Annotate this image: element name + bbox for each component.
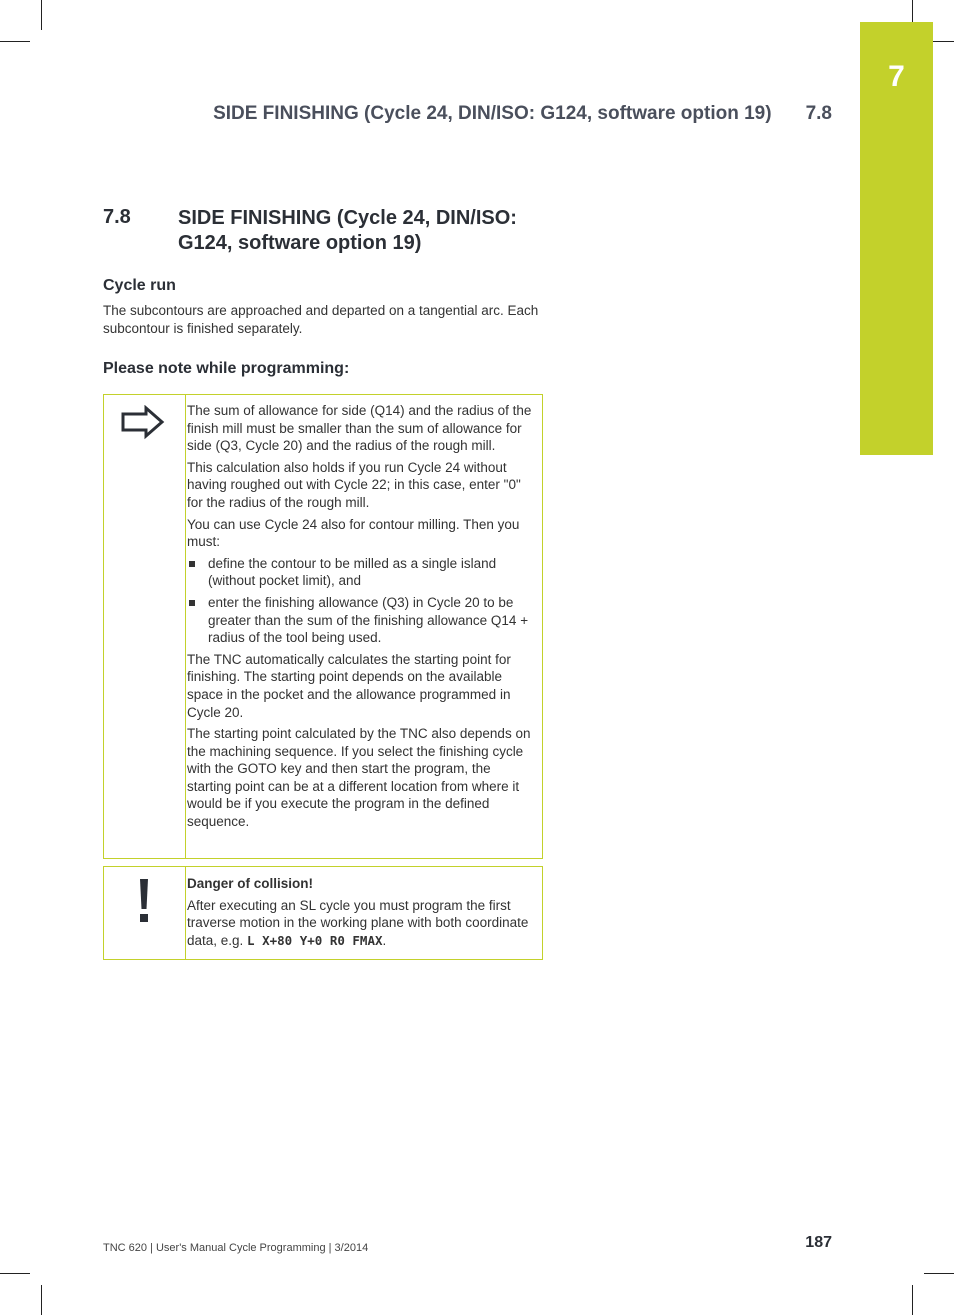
exclamation-icon xyxy=(134,877,154,925)
list-item-text: define the contour to be milled as a single island (without pocket limit), and xyxy=(208,555,497,589)
section-title: SIDE FINISHING (Cycle 24, DIN/ISO: G124, software option 19) xyxy=(178,207,517,254)
running-header-title: SIDE FINISHING (Cycle 24, DIN/ISO: G124, software option 19) xyxy=(213,103,772,124)
danger-text-after: . xyxy=(382,932,387,948)
note-paragraph: You can use Cycle 24 also for contour milling. Then you must: xyxy=(187,516,520,550)
crop-mark xyxy=(41,1285,42,1315)
section-number: 7.8 xyxy=(103,206,131,228)
note-bullet-list xyxy=(187,555,537,647)
danger-text-before: After executing an SL cycle you must program the first traverse motion in the working plane with both coordinate data, e.g. xyxy=(187,897,529,948)
danger-note-box xyxy=(103,866,543,960)
list-item xyxy=(187,555,537,590)
running-header-section: 7.8 xyxy=(805,103,832,124)
bullet-icon xyxy=(189,561,195,567)
nc-code: L X+80 Y+0 R0 FMAX xyxy=(247,932,383,948)
note-paragraph: The TNC automatically calculates the starting point for finishing. The starting point depends on the available space in the pocket and the allowance programmed in Cycle 20. xyxy=(187,651,511,720)
crop-mark xyxy=(924,1273,954,1274)
note-paragraph: This calculation also holds if you run Cycle 24 without having roughed out with Cycle 22; in this case, enter "0" for the radius of the rough mill. xyxy=(187,459,521,510)
list-item xyxy=(187,594,537,647)
chapter-tab xyxy=(860,22,933,455)
danger-text xyxy=(187,897,537,950)
chapter-number: 7 xyxy=(888,60,905,93)
programming-note-box xyxy=(103,394,543,859)
note-divider xyxy=(185,867,186,959)
crop-mark xyxy=(41,0,42,30)
running-header xyxy=(0,103,832,125)
bullet-icon xyxy=(189,600,195,606)
note-paragraph: The sum of allowance for side (Q14) and the radius of the finish mill must be smaller than the sum of allowance for side (Q3, Cycle 20) and the radius of the rough mill. xyxy=(187,403,532,454)
crop-mark xyxy=(0,1273,30,1274)
footer-text: TNC 620 | User's Manual Cycle Programming | 3/2014 xyxy=(103,1242,369,1254)
list-item-text: enter the finishing allowance (Q3) in Cycle 20 to be greater than the sum of the finishing allowance Q14 + radius of the tool being used. xyxy=(208,594,529,646)
cycle-run-heading: Cycle run xyxy=(103,277,176,294)
programming-note-heading: Please note while programming: xyxy=(103,360,350,377)
programming-note-content xyxy=(187,402,537,835)
note-divider xyxy=(185,395,186,858)
danger-note-content xyxy=(187,875,537,953)
page-number: 187 xyxy=(805,1234,832,1251)
cycle-run-text: The subcontours are approached and departed on a tangential arc. Each subcontour is finished separately. xyxy=(103,303,539,336)
danger-heading: Danger of collision! xyxy=(187,876,314,891)
crop-mark xyxy=(912,1285,913,1315)
arrow-right-icon xyxy=(118,405,166,441)
crop-mark xyxy=(0,41,30,42)
note-paragraph: The starting point calculated by the TNC also depends on the machining sequence. If you select the finishing cycle with the GOTO key and then start the program, the starting point can be at a different location from where it would be if you execute the program in the defined sequence. xyxy=(187,726,531,830)
